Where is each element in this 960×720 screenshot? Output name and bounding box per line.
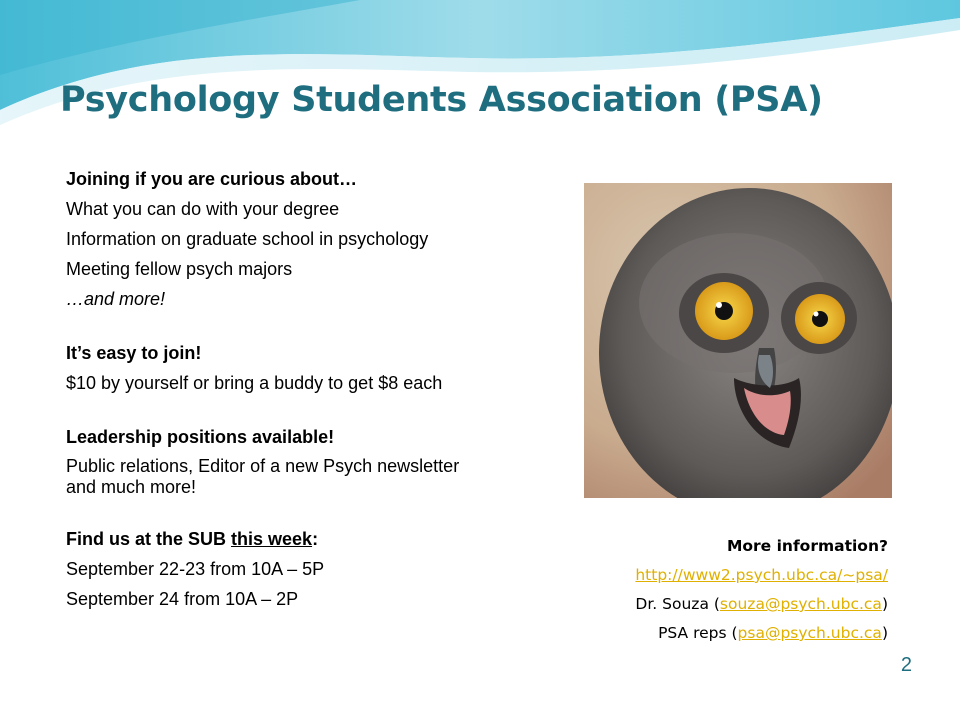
owl-chick-photo <box>584 183 892 498</box>
reps-contact <box>635 619 888 648</box>
leadership-text: Public relations, Editor of a new Psych newsletter and much more! <box>66 456 460 497</box>
souza-email-link[interactable]: souza@psych.ubc.ca <box>719 595 882 613</box>
join-item: Information on graduate school in psychology <box>66 229 429 249</box>
find-date: September 24 from 10A – 2P <box>66 589 299 609</box>
reps-prefix: PSA reps ( <box>658 624 738 642</box>
find-date: September 22-23 from 10A – 5P <box>66 559 325 579</box>
join-heading: Joining if you are curious about… <box>66 169 358 189</box>
find-heading-suffix: : <box>312 529 319 549</box>
more-info-heading: More information? <box>726 537 888 555</box>
body-text <box>66 164 566 614</box>
easy-heading: It’s easy to join! <box>66 343 202 363</box>
souza-contact <box>635 590 888 619</box>
leadership-heading: Leadership positions available! <box>66 427 335 447</box>
join-item: …and more! <box>66 289 166 309</box>
join-item: Meeting fellow psych majors <box>66 259 293 279</box>
psa-website-link[interactable]: http://www2.psych.ubc.ca/~psa/ <box>635 566 888 584</box>
page-number: 2 <box>900 654 912 676</box>
slide-title: Psychology Students Association (PSA) <box>60 80 823 120</box>
easy-text: $10 by yourself or bring a buddy to get $8 each <box>66 373 443 393</box>
join-item: What you can do with your degree <box>66 199 340 219</box>
souza-prefix: Dr. Souza ( <box>635 595 720 613</box>
close-paren: ) <box>881 624 888 642</box>
find-heading-underlined: this week <box>231 529 313 549</box>
more-info <box>635 532 888 648</box>
close-paren: ) <box>881 595 888 613</box>
reps-email-link[interactable]: psa@psych.ubc.ca <box>737 624 882 642</box>
find-heading <box>66 524 566 554</box>
find-heading-prefix: Find us at the SUB <box>66 529 232 549</box>
